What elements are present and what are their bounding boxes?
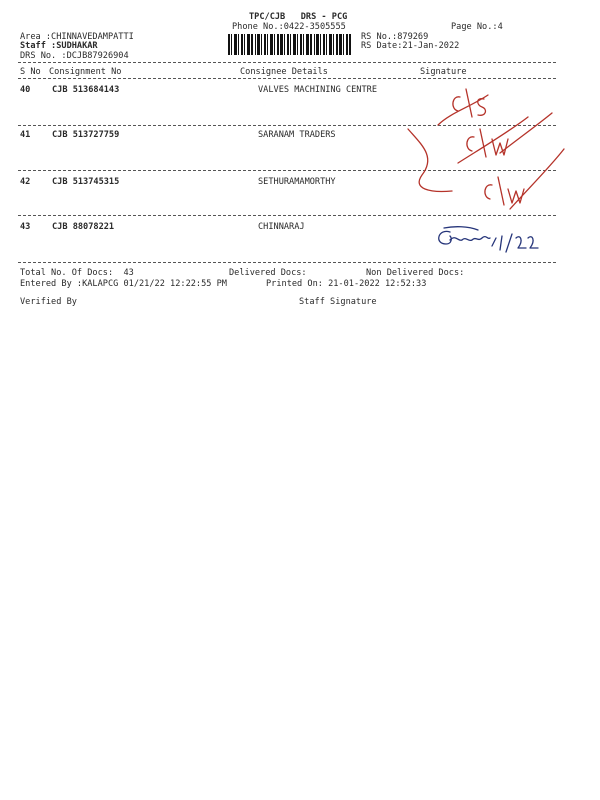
header-divider-bottom [18,78,556,79]
col-signature: Signature [420,67,467,77]
red-handwritten-marks [400,85,570,220]
signature-image [428,224,548,256]
non-delivered-docs: Non Delivered Docs: [366,268,465,278]
delivered-docs: Delivered Docs: [229,268,307,278]
printed-on: Printed On: 21-01-2022 12:52:33 [266,279,427,289]
page-number: Page No.:4 [451,22,503,32]
total-docs: Total No. Of Docs: 43 [20,268,134,278]
row-consignment: CJB 513727759 [52,130,120,140]
row-sno: 40 [20,85,31,95]
row-sno: 43 [20,222,31,232]
row-consignment: CJB 513684143 [52,85,120,95]
staff-signature-label: Staff Signature [299,297,377,307]
row-consignee: SARANAM TRADERS [258,130,336,140]
rs-date: RS Date:21-Jan-2022 [361,41,460,51]
rs-number: RS No.:879269 [361,32,429,42]
drs-number: DRS No. :DCJB87926904 [20,51,129,61]
document-title: TPC/CJB DRS - PCG [249,12,348,22]
row-consignment: CJB 513745315 [52,177,120,187]
row-consignment: CJB 88078221 [52,222,115,232]
table-bottom-divider [18,262,556,263]
row-consignee: SETHURAMAMORTHY [258,177,336,187]
area-label: Area :CHINNAVEDAMPATTI [20,32,134,42]
row-sno: 42 [20,177,31,187]
row-consignee: VALVES MACHINING CENTRE [258,85,377,95]
col-consignment: Consignment No [49,67,122,77]
col-consignee: Consignee Details [240,67,328,77]
header-divider-top [18,62,556,63]
phone-number: Phone No.:0422-3505555 [232,22,346,32]
row-sno: 41 [20,130,31,140]
col-sno: S No [20,67,41,77]
row-consignee: CHINNARAJ [258,222,305,232]
verified-by: Verified By [20,297,77,307]
staff-label: Staff :SUDHAKAR [20,41,98,51]
entered-by: Entered By :KALAPCG 01/21/22 12:22:55 PM [20,279,227,289]
barcode-image [228,34,351,55]
